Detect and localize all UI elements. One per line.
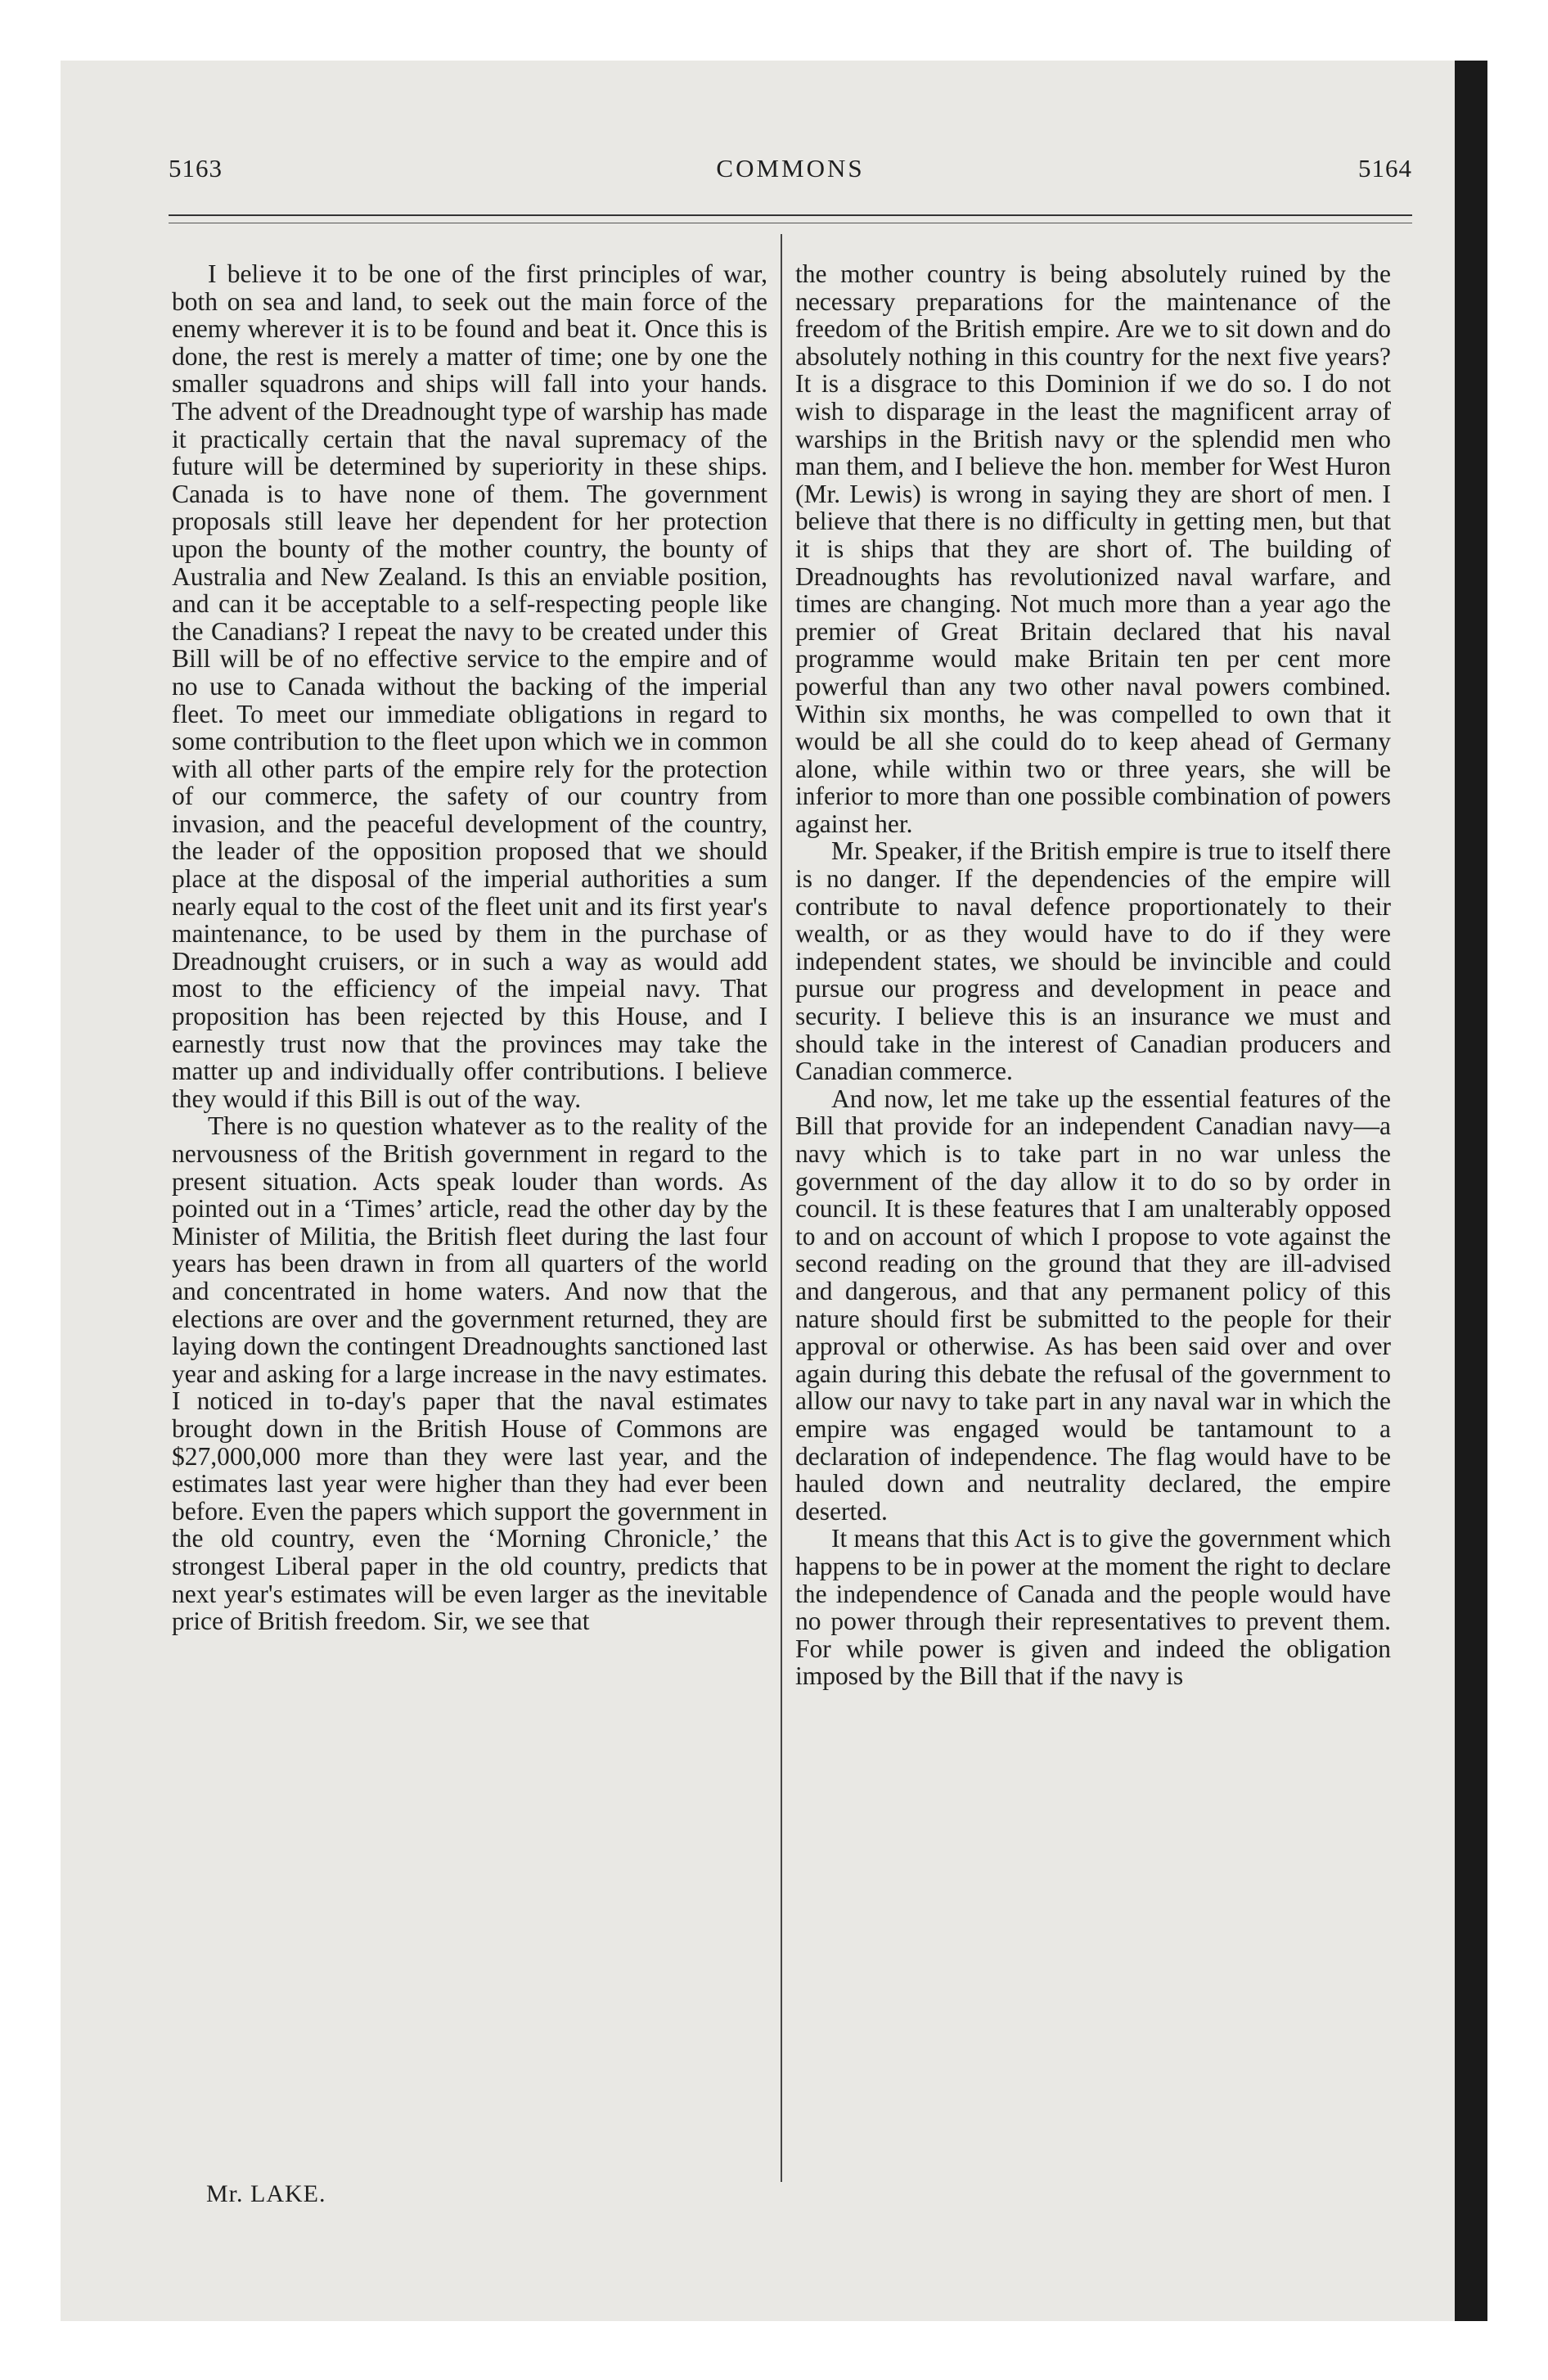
paragraph: And now, let me take up the essential features of the Bill that provide for an independent Canadian navy—a navy which is to take part in no war unless the government of the day allow it to do so by order in council. It is these features that I am unalterably opposed to and on account of which I propose to vote against the second reading on the ground that they are ill-advised and dangerous, and that any permanent policy of this nature should first be submitted to the people for their approval or otherwise. As has been said over and over again during this debate the refusal of the government to allow our navy to take part in any naval war in which the empire was engaged would be tantamount to a declaration of independence. The flag would have to be hauled down and neutrality declared, the empire deserted.: [795, 1084, 1391, 1526]
paragraph: It means that this Act is to give the government which happens to be in power at the moment the right to declare the independence of Canada and the people would have no power through their representatives to prevent them. For while power is given and indeed the obligation imposed by the Bill that if the navy is: [795, 1524, 1391, 1691]
speaker-name: Mr. LAKE.: [206, 2180, 326, 2207]
paragraph: There is no question whatever as to the reality of the nervousness of the British government in regard to the present situation. Acts speak louder than words. As pointed out in a ‘Times’ article, read the other day by the Minister of Militia, the British fleet during the last four years has been drawn in from all quarters of the world and concentrated in home waters. And now that the elections are over and the government returned, they are laying down the contingent Dreadnoughts sanctioned last year and asking for a large increase in the navy estimates. I noticed in to-day's paper that the naval estimates brought down in the British House of Commons are $27,000,000 more than they were last year, and the estimates last year were higher than they had ever been before. Even the papers which support the government in the old country, even the ‘Morning Chronicle,’ the strongest Liberal paper in the old country, predicts that next year's estimates will be even larger as the inevitable price of British freedom. Sir, we see that: [172, 1111, 767, 1636]
header-rule: [169, 214, 1412, 223]
column-divider: [781, 234, 782, 2182]
page-number-left: 5163: [169, 154, 223, 183]
running-title: COMMONS: [716, 154, 865, 183]
paragraph-continued: the mother country is being absolutely ruined by the necessary preparations for the maintenance of the freedom of the British empire. Are we to sit down and do absolutely nothing in this country for the next five years? It is a disgrace to this Dominion if we do so. I do not wish to disparage in the least the magnificent array of warships in the British navy or the splendid men who man them, and I believe the hon. member for West Huron (Mr. Lewis) is wrong in saying they are short of men. I believe that there is no difficulty in getting men, but that it is ships that they are short of. The building of Dreadnoughts has revolutionized naval warfare, and times are changing. Not much more than a year ago the premier of Great Britain declared that his naval programme would make Britain ten per cent more powerful than any two other naval powers combined. Within six months, he was compelled to own that it would be all she could do to keep ahead of Germany alone, while within two or three years, she will be inferior to more than one possible combination of powers against her.: [795, 259, 1391, 838]
page-header: [169, 154, 1412, 195]
left-column: [172, 260, 767, 1635]
right-column: [795, 260, 1391, 1690]
scan-edge-shadow: [1455, 61, 1487, 2321]
page-number-right: 5164: [1358, 154, 1412, 183]
paragraph: Mr. Speaker, if the British empire is true to itself there is no danger. If the dependencies of the empire will contribute to naval defence proportionately to their wealth, or as they would have to do if they were independent states, we should be invincible and could pursue our progress and development in peace and security. I believe this is an insurance we must and should take in the interest of Canadian producers and Canadian commerce.: [795, 836, 1391, 1086]
paragraph: I believe it to be one of the first principles of war, both on sea and land, to seek out the main force of the enemy wherever it is to be found and beat it. Once this is done, the rest is merely a matter of time; one by one the smaller squadrons and ships will fall into your hands. The advent of the Dreadnought type of warship has made it practically certain that the naval supremacy of the future will be determined by superiority in these ships. Canada is to have none of them. The government proposals still leave her dependent for her protection upon the bounty of the mother country, the bounty of Australia and New Zealand. Is this an enviable position, and can it be acceptable to a self-respecting people like the Canadians? I repeat the navy to be created under this Bill will be of no effective service to the empire and of no use to Canada without the backing of the imperial fleet. To meet our immediate obligations in regard to some contribution to the fleet upon which we in common with all other parts of the empire rely for the protection of our commerce, the safety of our country from invasion, and the peaceful development of the country, the leader of the opposition proposed that we should place at the disposal of the imperial authorities a sum nearly equal to the cost of the fleet unit and its first year's maintenance, to be used by them in the purchase of Dreadnought cruisers, or in such a way as would add most to the efficiency of the impeial navy. That proposition has been rejected by this House, and I earnestly trust now that the provinces may take the matter up and individually offer contributions. I believe they would if this Bill is out of the way.: [172, 259, 767, 1113]
